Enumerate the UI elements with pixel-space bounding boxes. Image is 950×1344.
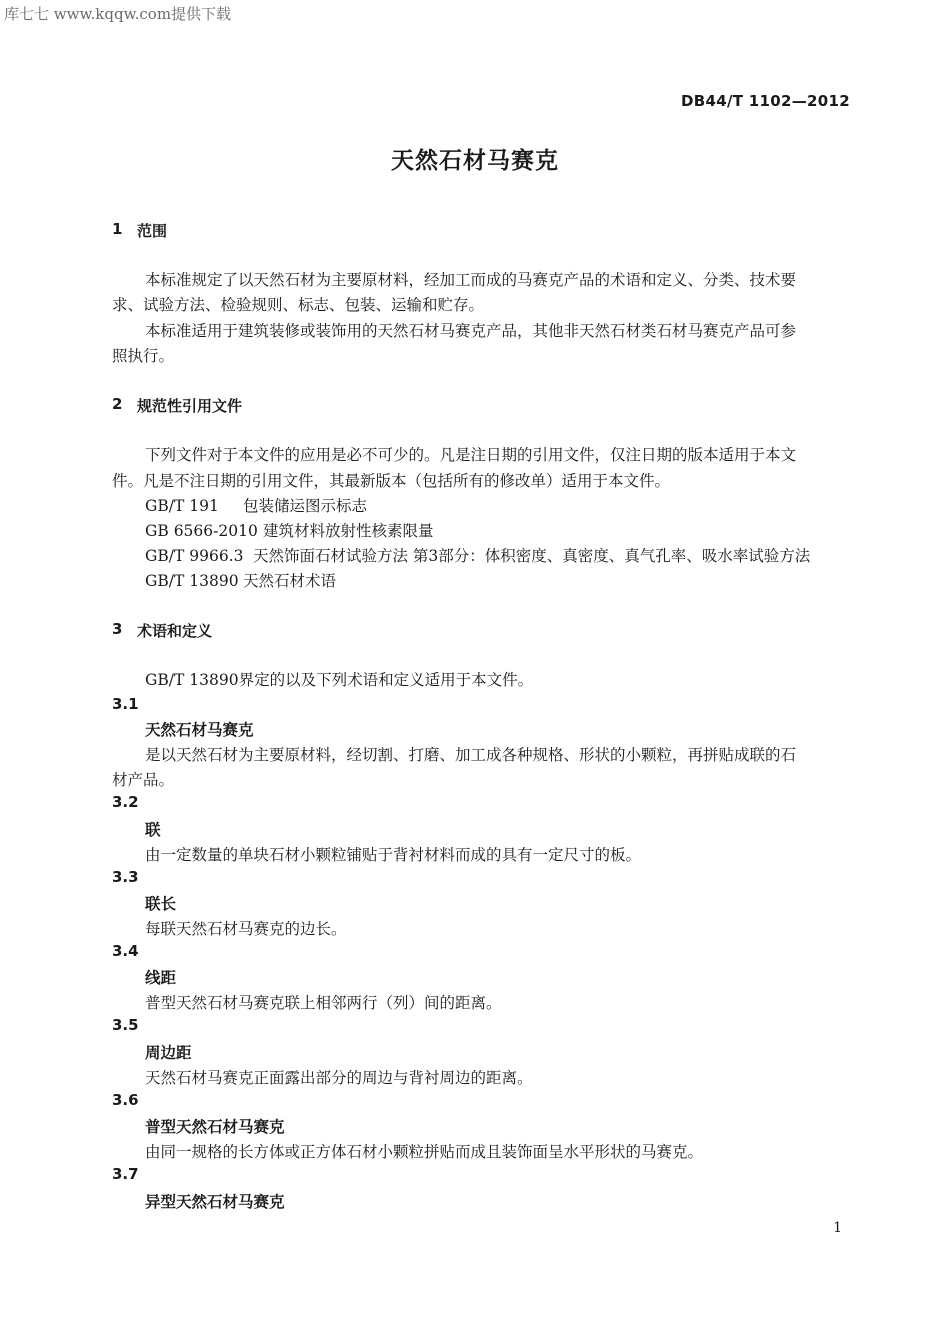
reference-name: 天然石材术语 xyxy=(243,572,337,590)
term-number: 3.3 xyxy=(112,868,139,886)
section-3-number: 3 xyxy=(112,620,123,638)
reference-item xyxy=(145,569,336,591)
reference-code: GB/T 13890 xyxy=(145,572,239,590)
page-number: 1 xyxy=(833,1220,842,1236)
term-definition: 由一定数量的单块石材小颗粒铺贴于背衬材料而成的具有一定尺寸的板。 xyxy=(145,846,642,864)
section-3-intro: GB/T 13890界定的以及下列术语和定义适用于本文件。 xyxy=(145,671,534,689)
term-name: 异型天然石材马赛克 xyxy=(145,1193,285,1211)
reference-item xyxy=(145,544,810,566)
term-definition: 由同一规格的长方体或正方体石材小颗粒拼贴而成且装饰面呈水平形状的马赛克。 xyxy=(145,1143,704,1161)
reference-code: GB/T 9966.3 xyxy=(145,547,244,565)
term-number: 3.2 xyxy=(112,793,139,811)
term-number: 3.5 xyxy=(112,1016,139,1034)
reference-code: GB 6566-2010 xyxy=(145,522,258,540)
reference-code: GB/T 191 xyxy=(145,497,219,515)
term-name: 联长 xyxy=(145,895,177,913)
standard-code: DB44/T 1102—2012 xyxy=(681,92,850,110)
reference-name: 天然饰面石材试验方法 第3部分：体积密度、真密度、真气孔率、吸水率试验方法 xyxy=(253,547,811,565)
section-2-line: 件。凡是不注日期的引用文件，其最新版本（包括所有的修改单）适用于本文件。 xyxy=(112,472,671,490)
term-number: 3.7 xyxy=(112,1165,139,1183)
term-name: 周边距 xyxy=(145,1044,192,1062)
term-definition: 材产品。 xyxy=(112,771,175,789)
page-title: 天然石材马赛克 xyxy=(391,148,559,174)
section-1-title: 范围 xyxy=(137,222,168,240)
section-2-title: 规范性引用文件 xyxy=(137,397,243,415)
term-number: 3.4 xyxy=(112,942,139,960)
term-definition: 天然石材马赛克正面露出部分的周边与背衬周边的距离。 xyxy=(145,1069,533,1087)
reference-item xyxy=(145,519,434,541)
term-definition: 是以天然石材为主要原材料，经切割、打磨、加工成各种规格、形状的小颗粒，再拼贴成联的石 xyxy=(145,746,797,764)
section-2-line: 下列文件对于本文件的应用是必不可少的。凡是注日期的引用文件，仅注日期的版本适用于本文 xyxy=(145,446,797,464)
term-name: 联 xyxy=(145,821,161,839)
reference-item xyxy=(145,494,367,516)
watermark-text: 库七七 www.kqqw.com提供下载 xyxy=(4,5,232,23)
section-1-line: 照执行。 xyxy=(112,347,175,365)
section-2-number: 2 xyxy=(112,395,123,413)
reference-name: 包装储运图示标志 xyxy=(243,497,368,515)
term-name: 普型天然石材马赛克 xyxy=(145,1118,285,1136)
term-definition: 每联天然石材马赛克的边长。 xyxy=(145,920,347,938)
section-1-line: 本标准适用于建筑装修或装饰用的天然石材马赛克产品，其他非天然石材类石材马赛克产品可参 xyxy=(145,322,797,340)
term-number: 3.1 xyxy=(112,695,139,713)
section-1-line: 求、试验方法、检验规则、标志、包装、运输和贮存。 xyxy=(112,296,485,314)
section-1-line: 本标准规定了以天然石材为主要原材料，经加工而成的马赛克产品的术语和定义、分类、技术要 xyxy=(145,271,797,289)
term-name: 线距 xyxy=(145,969,177,987)
term-definition: 普型天然石材马赛克联上相邻两行（列）间的距离。 xyxy=(145,994,502,1012)
section-3-title: 术语和定义 xyxy=(137,622,213,640)
reference-name: 建筑材料放射性核素限量 xyxy=(263,522,434,540)
term-name: 天然石材马赛克 xyxy=(145,721,254,739)
term-number: 3.6 xyxy=(112,1091,139,1109)
section-1-number: 1 xyxy=(112,220,123,238)
